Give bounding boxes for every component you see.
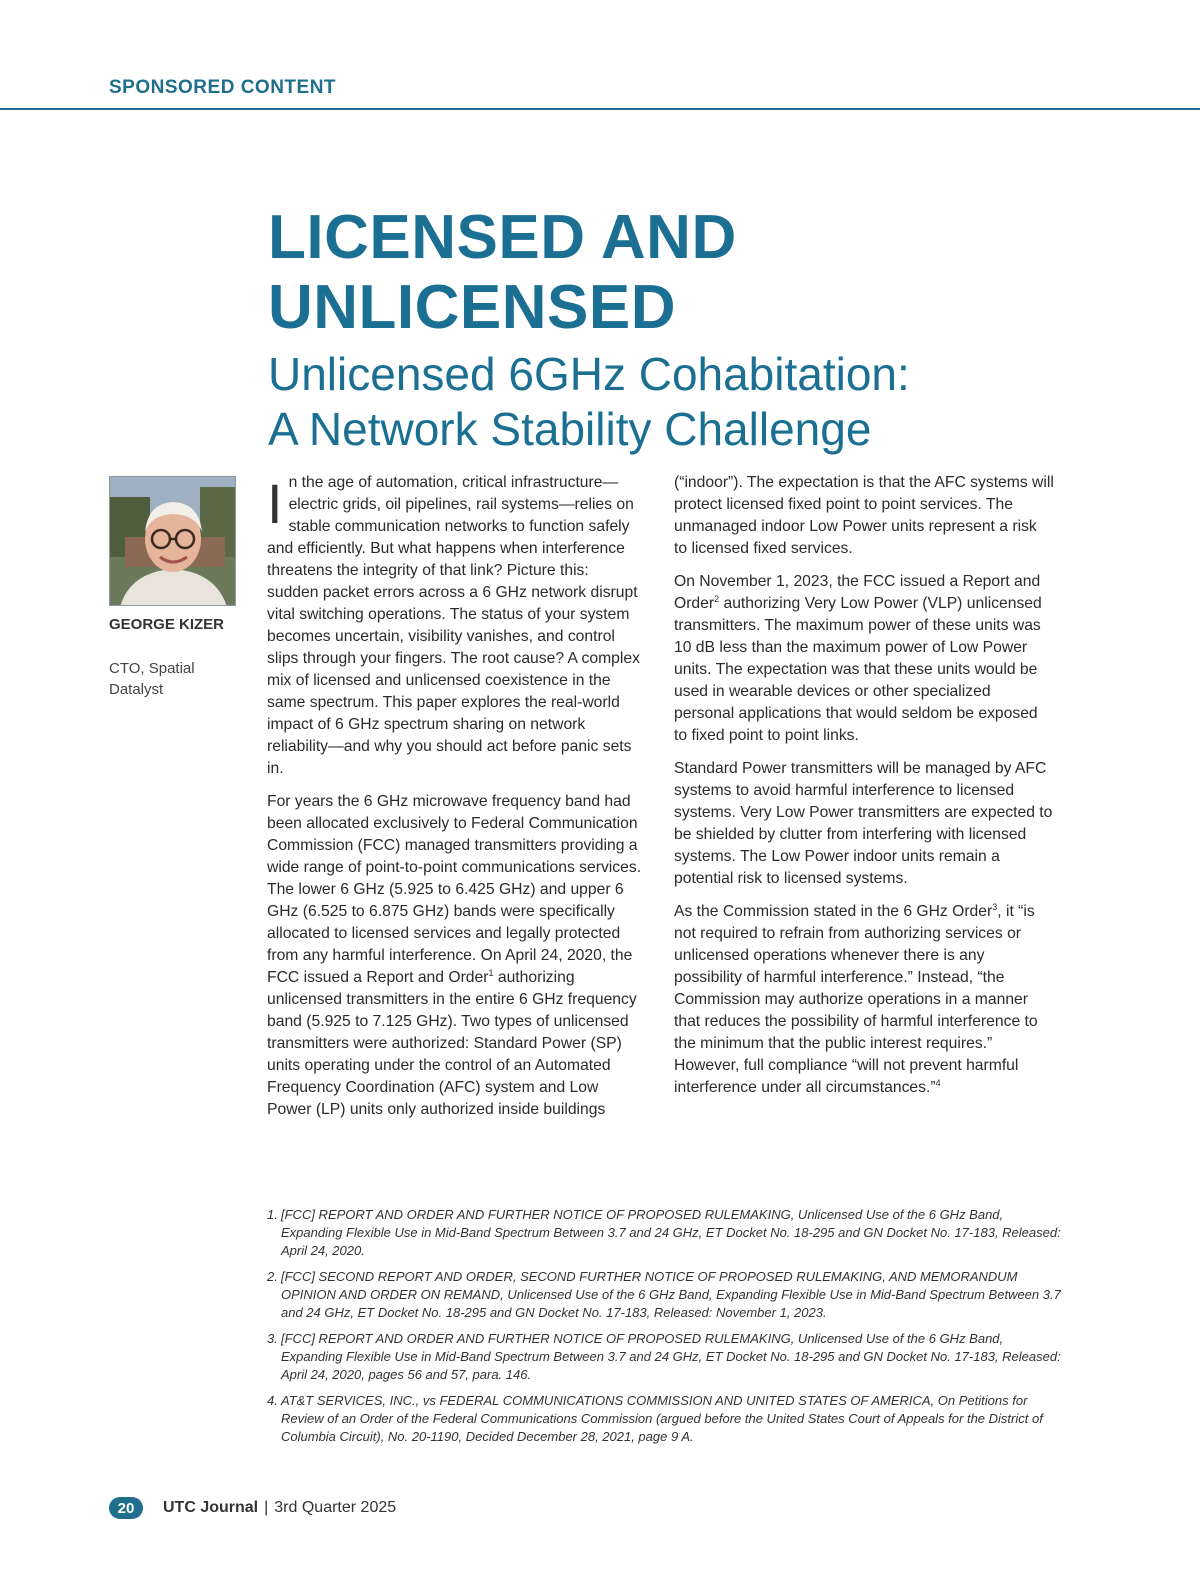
- sponsored-content-label: SPONSORED CONTENT: [109, 77, 337, 98]
- footnote-number: 3.: [267, 1331, 278, 1346]
- author-name: GEORGE KIZER: [109, 616, 225, 633]
- headline-line-1: LICENSED AND: [268, 203, 737, 272]
- footnote-text: AT&T SERVICES, INC., vs FEDERAL COMMUNICATIONS COMMISSION AND UNITED STATES OF AMERICA, On Petitions for Review of an Order of the Federal Communications Commission (argued before the United States Court of Appeals for the District of Columbia Circuit), No. 20-1190, Decided December 28, 2021, page 9 A.: [281, 1393, 1043, 1444]
- page-number-badge: 20: [109, 1497, 143, 1519]
- body-paragraph-6: [674, 901, 1054, 1099]
- footnotes: [267, 1206, 1067, 1454]
- paragraph-6-text-b: , it “is not required to refrain from authorizing services or unlicensed operations whenever there is any possibility of harmful interference.” Instead, “the Commission may authorize operations in a manner that reduces the possibility of harmful interference to the minimum that the public interest requires.” However, full compliance “will not prevent harmful interference under all circumstances.”: [674, 903, 1038, 1096]
- footnote-text: [FCC] REPORT AND ORDER AND FURTHER NOTICE OF PROPOSED RULEMAKING, Unlicensed Use of the 6 GHz Band, Expanding Flexible Use in Mid-Band Spectrum Between 3.7 and 24 GHz, ET Docket No. 18-295 and GN Docket No. 17-183, Released: April 24, 2020, pages 56 and 57, para. 146.: [281, 1331, 1061, 1382]
- subtitle-line-1: Unlicensed 6GHz Cohabitation:: [268, 348, 910, 400]
- body-paragraph-4: [674, 571, 1054, 747]
- footnote-ref-2: 2: [714, 593, 720, 604]
- footnote-item: [267, 1392, 1067, 1446]
- footnote-item: [267, 1330, 1067, 1384]
- author-title: CTO, Spatial Datalyst: [109, 660, 195, 698]
- paragraph-2-text-b: authorizing unlicensed transmitters in the entire 6 GHz frequency band (5.925 to 7.125 GHz). Two types of unlicensed transmitters were authorized: Standard Power (SP) units operating under the control of an Automated Frequency Coordination (AFC) system and Low Power (LP) units only authorized inside buildings: [267, 969, 637, 1118]
- article-headline: [268, 203, 737, 343]
- body-paragraph-5: Standard Power transmitters will be managed by AFC systems to avoid harmful interference to licensed systems. Very Low Power transmitters are expected to be shielded by clutter from interfering with licensed systems. The Low Power indoor units remain a potential risk to licensed systems.: [674, 760, 1053, 887]
- paragraph-4-text-b: authorizing Very Low Power (VLP) unlicensed transmitters. The maximum power of these units was 10 dB less than the maximum power of Low Power units. The expectation was that these units would be used in wearable devices or other specialized personal applications that would seldom be exposed to fixed point to point links.: [674, 595, 1042, 744]
- author-photo: [109, 476, 236, 606]
- paragraph-6-text-a: As the Commission stated in the 6 GHz Order: [674, 903, 993, 920]
- body-column-right: [674, 472, 1054, 1110]
- subtitle-line-2: A Network Stability Challenge: [268, 403, 872, 455]
- footnote-number: 1.: [267, 1207, 278, 1222]
- issue-label: 3rd Quarter 2025: [274, 1499, 397, 1516]
- headline-line-2: UNLICENSED: [268, 273, 677, 342]
- footnote-number: 4.: [267, 1393, 278, 1408]
- footer-separator: |: [264, 1499, 269, 1516]
- footnote-ref-1: 1: [488, 967, 494, 978]
- footnote-ref-3: 3: [992, 901, 998, 912]
- header-rule: [0, 108, 1200, 110]
- footnote-item: [267, 1206, 1067, 1260]
- journal-name: UTC Journal: [163, 1499, 259, 1516]
- body-paragraph-1: [267, 472, 642, 780]
- drop-cap: I: [267, 472, 283, 535]
- paragraph-1-text: n the age of automation, critical infrastructure—electric grids, oil pipelines, rail systems—relies on stable communication networks to function safely and efficiently. But what happens when interference threatens the integrity of that link? Picture this: sudden packet errors across a 6 GHz network disrupt vital switching operations. The status of your system becomes uncertain, visibility vanishes, and control slips through your fingers. The root cause? A complex mix of licensed and unlicensed coexistence in the same spectrum. This paper explores the real-world impact of 6 GHz spectrum sharing on network reliability—and why you should act before panic sets in.: [267, 474, 640, 777]
- article-subtitle: [268, 347, 1168, 457]
- footnote-ref-4: 4: [935, 1077, 941, 1088]
- footnote-text: [FCC] REPORT AND ORDER AND FURTHER NOTICE OF PROPOSED RULEMAKING, Unlicensed Use of the 6 GHz Band, Expanding Flexible Use in Mid-Band Spectrum Between 3.7 and 24 GHz, ET Docket No. 18-295 and GN Docket No. 17-183, Released: April 24, 2020.: [281, 1207, 1061, 1258]
- footnote-number: 2.: [267, 1269, 278, 1284]
- body-column-left: [267, 472, 642, 1132]
- page-footer: [109, 1493, 396, 1523]
- footnote-item: [267, 1268, 1067, 1322]
- paragraph-4-text-a: On November 1, 2023, the FCC issued a Report and Order: [674, 573, 1041, 612]
- footnote-text: [FCC] SECOND REPORT AND ORDER, SECOND FURTHER NOTICE OF PROPOSED RULEMAKING, AND MEMORANDUM OPINION AND ORDER ON REMAND, Unlicensed Use of the 6 GHz Band, Expanding Flexible Use in Mid-Band Spectrum Between 3.7 and 24 GHz, ET Docket No. 18-295 and GN Docket No. 17-183, Released: November 1, 2023.: [281, 1269, 1061, 1320]
- body-paragraph-2: [267, 791, 642, 1121]
- body-paragraph-3: (“indoor”). The expectation is that the AFC systems will protect licensed fixed point to point services. The unmanaged indoor Low Power units represent a risk to licensed fixed services.: [674, 474, 1054, 557]
- paragraph-2-text-a: For years the 6 GHz microwave frequency band had been allocated exclusively to Federal Communication Commission (FCC) managed transmitters providing a wide range of point-to-point communications services. The lower 6 GHz (5.925 to 6.425 GHz) and upper 6 GHz (6.525 to 6.875 GHz) bands were specifically allocated to licensed services and legally protected from any harmful interference. On April 24, 2020, the FCC issued a Report and Order: [267, 793, 642, 986]
